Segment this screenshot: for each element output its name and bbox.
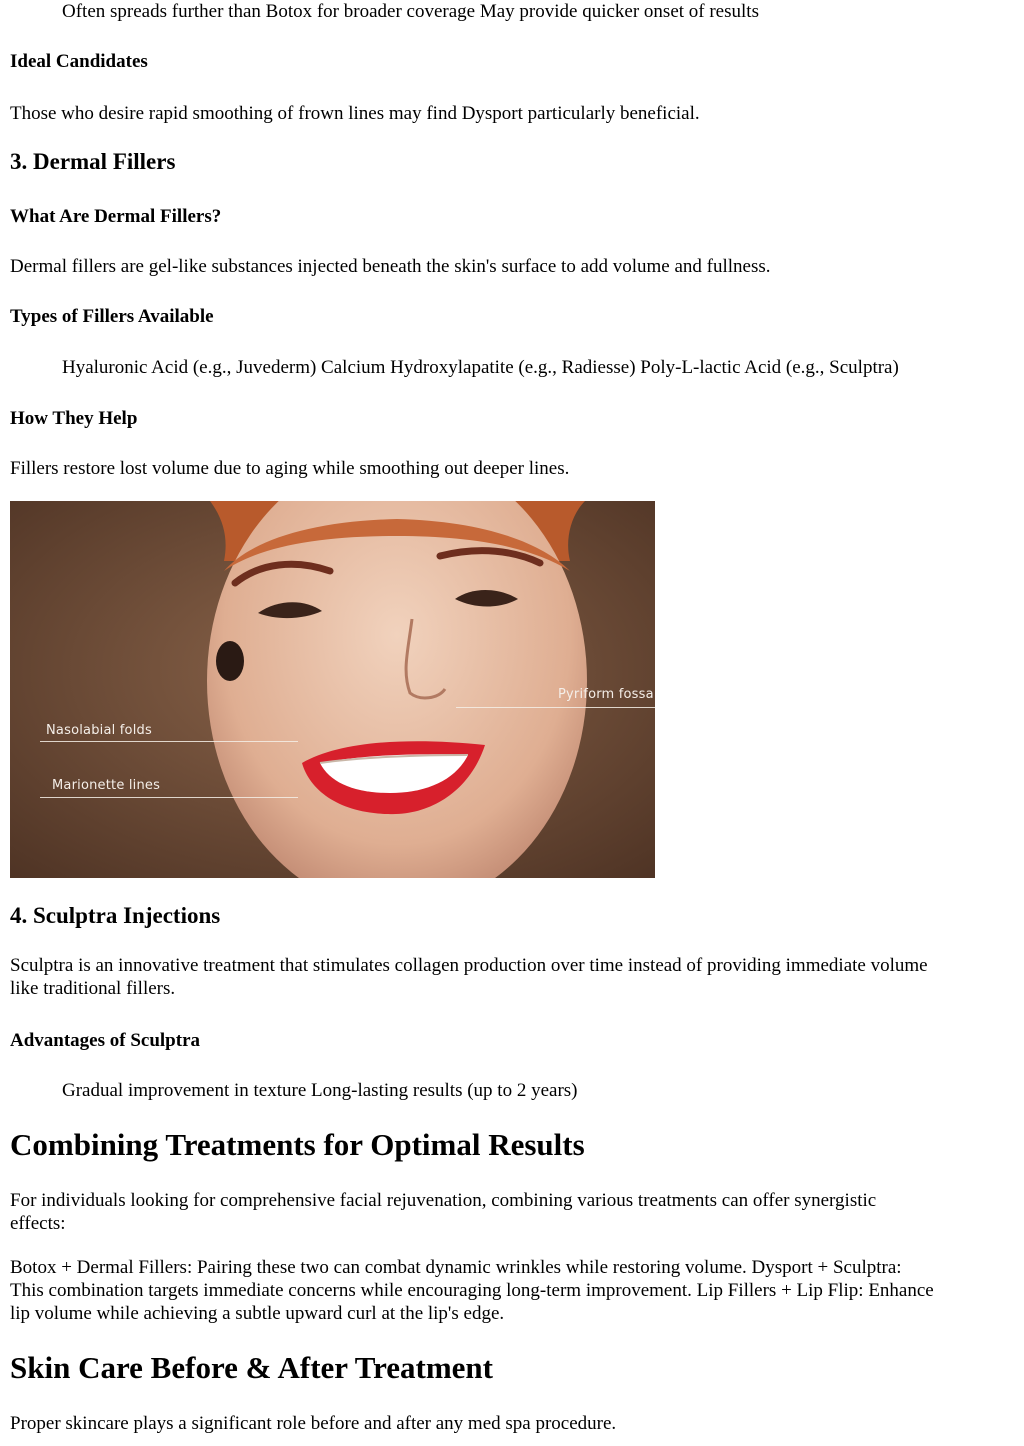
nasolabial-folds-label: Nasolabial folds — [46, 723, 152, 738]
marionette-lines-label: Marionette lines — [52, 778, 161, 793]
skin-care-intro: Proper skincare plays a significant role before and after any med spa procedure. — [10, 1413, 617, 1434]
ideal-candidates-text: Those who desire rapid smoothing of frown lines may find Dysport particularly beneficial. — [10, 103, 700, 124]
marionette-lines-pointer-line — [40, 797, 298, 798]
how-they-help-heading: How They Help — [10, 408, 138, 429]
how-they-help-text: Fillers restore lost volume due to aging while smoothing out deeper lines. — [10, 458, 570, 479]
skin-care-heading: Skin Care Before & After Treatment — [10, 1350, 493, 1385]
sculptra-advantages-heading: Advantages of Sculptra — [10, 1030, 201, 1051]
nasolabial-folds-pointer-line — [40, 741, 298, 742]
combination-list-line-1: Botox + Dermal Fillers: Pairing these two can combat dynamic wrinkles while restoring volume. Dysport + Sculptra: — [10, 1257, 902, 1278]
combination-list-line-3: lip volume while achieving a subtle upward curl at the lip's edge. — [10, 1303, 505, 1324]
sculptra-intro-line-2: like traditional fillers. — [10, 978, 176, 999]
pyriform-fossa-label: Pyriform fossa — [558, 687, 654, 702]
what-are-fillers-text: Dermal fillers are gel-like substances injected beneath the skin's surface to add volume and fullness. — [10, 256, 771, 277]
pyriform-fossa-pointer-line — [456, 707, 655, 708]
filler-types-heading: Types of Fillers Available — [10, 306, 214, 327]
combining-intro-line-1: For individuals looking for comprehensive facial rejuvenation, combining various treatments can offer synergistic — [10, 1190, 877, 1211]
combining-treatments-heading: Combining Treatments for Optimal Results — [10, 1127, 585, 1162]
what-are-fillers-heading: What Are Dermal Fillers? — [10, 206, 222, 227]
combining-intro-line-2: effects: — [10, 1213, 66, 1234]
ideal-candidates-heading: Ideal Candidates — [10, 51, 148, 72]
dermal-fillers-heading: 3. Dermal Fillers — [10, 149, 176, 174]
filler-types-list: Hyaluronic Acid (e.g., Juvederm) Calcium Hydroxylapatite (e.g., Radiesse) Poly-L-lactic Acid (e.g., Sculptra) — [62, 357, 899, 378]
sculptra-advantages-list: Gradual improvement in texture Long-lasting results (up to 2 years) — [62, 1080, 578, 1101]
dysport-benefits-list: Often spreads further than Botox for broader coverage May provide quicker onset of results — [62, 1, 759, 22]
sculptra-heading: 4. Sculptra Injections — [10, 903, 221, 928]
sculptra-intro-line-1: Sculptra is an innovative treatment that stimulates collagen production over time instead of providing immediate volume — [10, 955, 928, 976]
combination-list-line-2: This combination targets immediate concerns while encouraging long-term improvement. Lip Fillers + Lip Flip: Enhance — [10, 1280, 934, 1301]
face-annotation-photo — [10, 501, 655, 878]
